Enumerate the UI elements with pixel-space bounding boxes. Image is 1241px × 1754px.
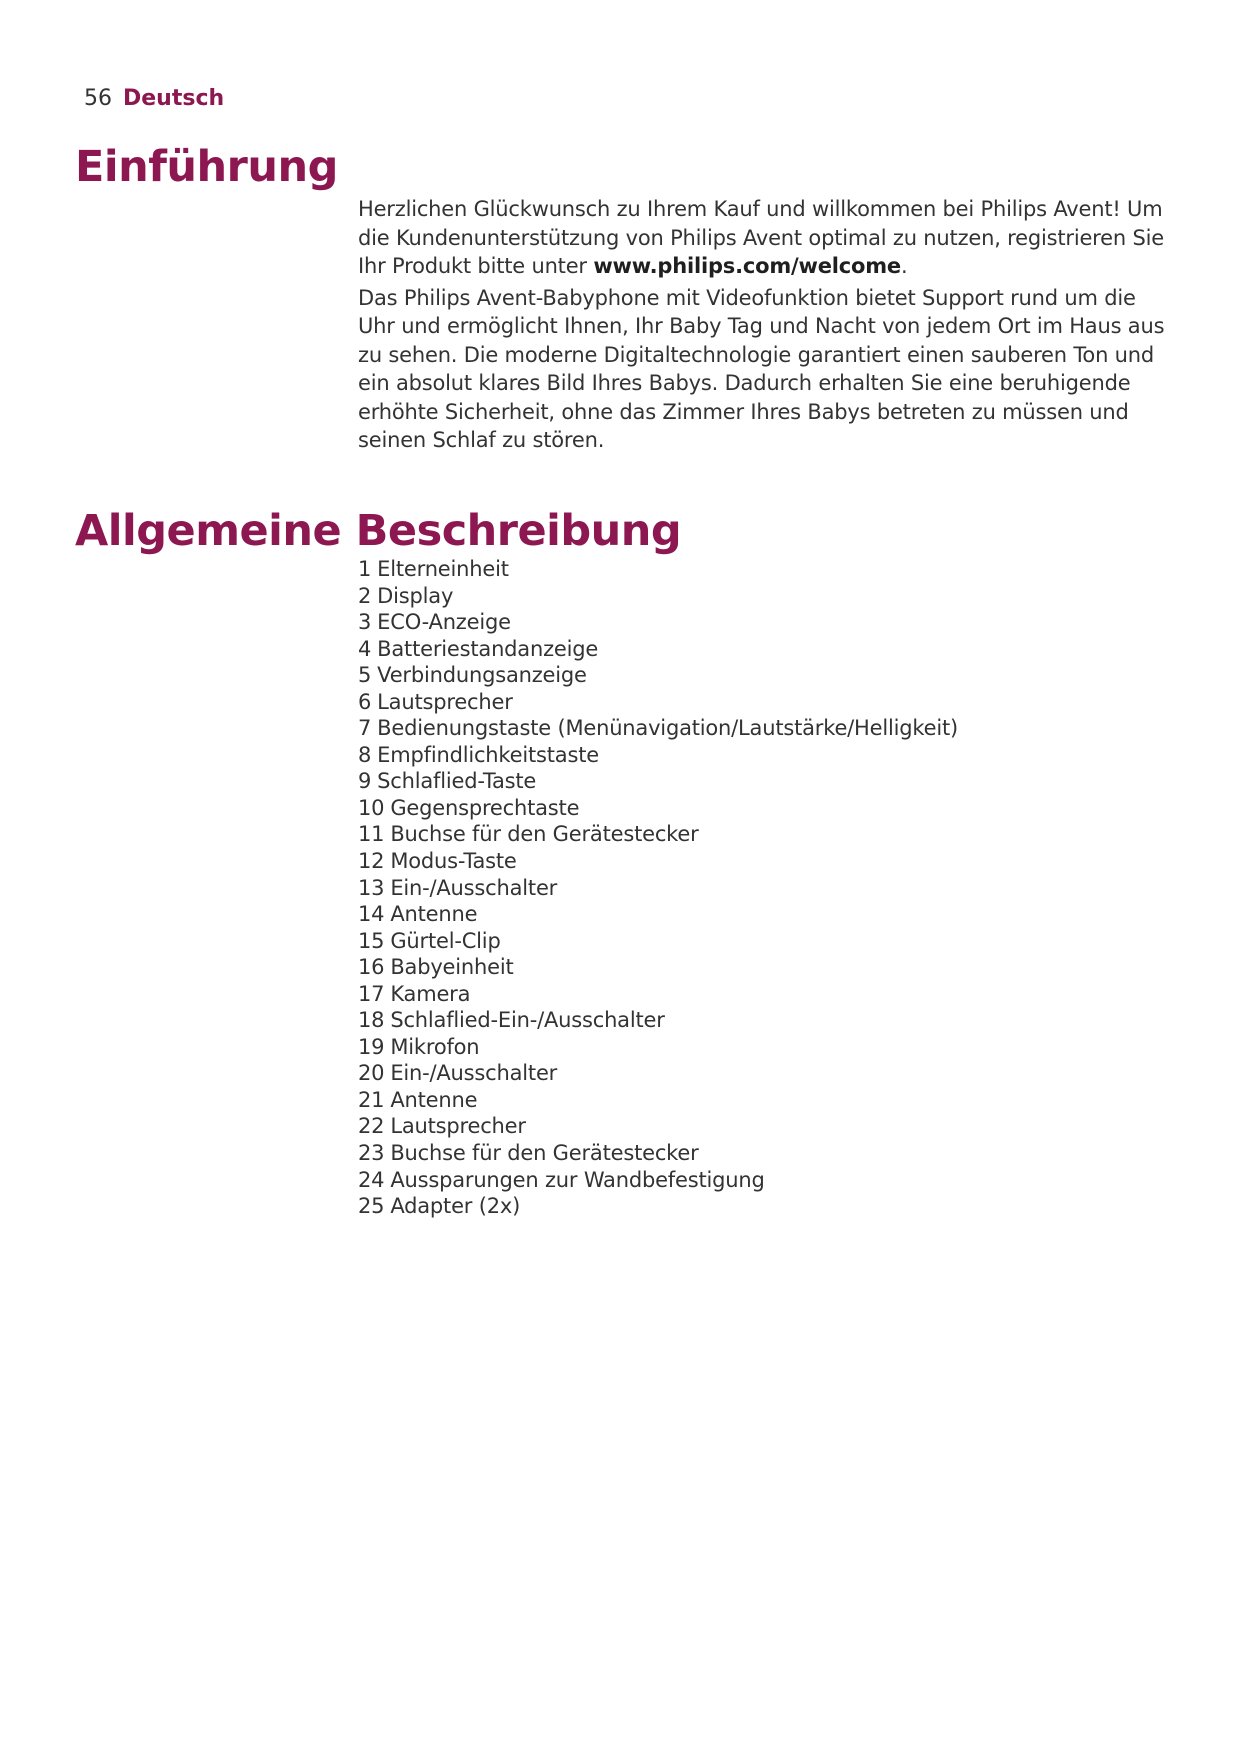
item-label: ECO-Anzeige [377,610,511,635]
list-item [358,1034,958,1061]
list-item [358,1140,958,1167]
item-number: 7 [358,716,372,741]
item-label: Babyeinheit [390,955,514,980]
item-number: 18 [358,1008,385,1033]
list-item [358,636,958,663]
item-label: Ein-/Ausschalter [390,1061,558,1086]
item-number: 3 [358,610,372,635]
list-item [358,1167,958,1194]
item-label: Gegensprechtaste [390,795,580,820]
list-item [358,875,958,902]
item-number: 25 [358,1194,385,1219]
item-number: 16 [358,955,385,980]
list-item [358,954,958,981]
list-item [358,821,958,848]
list-item [358,981,958,1008]
item-label: Schlaflied-Ein-/Ausschalter [390,1008,665,1033]
list-item [358,715,958,742]
page-number: 56 [84,86,112,111]
item-label: Elterneinheit [377,557,509,581]
item-number: 21 [358,1087,385,1112]
item-number: 6 [358,689,372,714]
item-number: 4 [358,636,372,661]
list-item [358,689,958,716]
item-number: 11 [358,822,385,847]
item-label: Antenne [390,902,478,927]
item-number: 1 [358,557,372,581]
item-number: 15 [358,928,385,953]
item-label: Aussparungen zur Wandbefestigung [390,1167,765,1192]
list-item [358,609,958,636]
item-label: Lautsprecher [390,1114,526,1139]
item-label: Schlaflied-Taste [377,769,537,794]
list-item [358,768,958,795]
item-number: 5 [358,663,372,688]
list-item [358,901,958,928]
item-number: 13 [358,875,385,900]
list-item [358,1007,958,1034]
item-label: Ein-/Ausschalter [390,875,558,900]
item-label: Buchse für den Gerätestecker [390,822,699,847]
item-label: Gürtel-Clip [390,928,501,953]
description-title: Allgemeine Beschreibung [75,506,682,556]
list-item [358,795,958,822]
item-label: Empfindlichkeitstaste [377,742,599,767]
parts-list [358,556,958,1220]
list-item [358,556,958,583]
item-number: 10 [358,795,385,820]
item-number: 9 [358,769,372,794]
intro-paragraph-2: Das Philips Avent-Babyphone mit Videofunktion bietet Support rund um die Uhr und ermöglicht Ihnen, Ihr Baby Tag und Nacht von jedem Ort im Haus aus zu sehen. Die moderne Digitaltechnologie garantiert einen sauberen Ton und ein absolut klares Bild Ihres Babys. Dadurch erhalten Sie eine beruhigende erhöhte Sicherheit, ohne das Zimmer Ihres Babys betreten zu müssen und seinen Schlaf zu stören. [358,285,1165,452]
item-label: Adapter (2x) [390,1194,521,1219]
item-number: 19 [358,1034,385,1059]
list-item [358,583,958,610]
item-label: Modus-Taste [390,849,517,874]
item-label: Buchse für den Gerätestecker [390,1141,699,1166]
item-label: Lautsprecher [377,689,513,714]
intro-text [358,195,1178,458]
item-label: Batteriestandanzeige [377,636,599,661]
list-item [358,1060,958,1087]
item-label: Antenne [390,1087,478,1112]
item-label: Kamera [390,981,471,1006]
welcome-url[interactable]: www.philips.com/welcome [593,254,901,278]
list-item [358,662,958,689]
list-item [358,848,958,875]
intro-title: Einführung [75,142,338,192]
item-number: 23 [358,1141,385,1166]
list-item [358,742,958,769]
item-label: Display [377,583,454,608]
item-number: 24 [358,1167,385,1192]
language-label: Deutsch [123,86,225,111]
item-number: 17 [358,981,385,1006]
item-number: 8 [358,742,372,767]
item-number: 2 [358,583,372,608]
list-item [358,1087,958,1114]
item-number: 20 [358,1061,385,1086]
list-item [358,928,958,955]
item-number: 22 [358,1114,385,1139]
item-label: Verbindungsanzeige [377,663,587,688]
page-header [84,86,224,111]
list-item [358,1113,958,1140]
item-number: 14 [358,902,385,927]
intro-paragraph-1: Herzlichen Glückwunsch zu Ihrem Kauf und willkommen bei Philips Avent! Um die Kundenunterstützung von Philips Avent optimal zu nutzen, registrieren Sie Ihr Produkt bitte unter www.philips.com/welcome. [358,197,1164,278]
item-label: Mikrofon [390,1034,480,1059]
list-item [358,1193,958,1220]
item-number: 12 [358,849,385,874]
item-label: Bedienungstaste (Menünavigation/Lautstärke/Helligkeit) [377,716,958,741]
